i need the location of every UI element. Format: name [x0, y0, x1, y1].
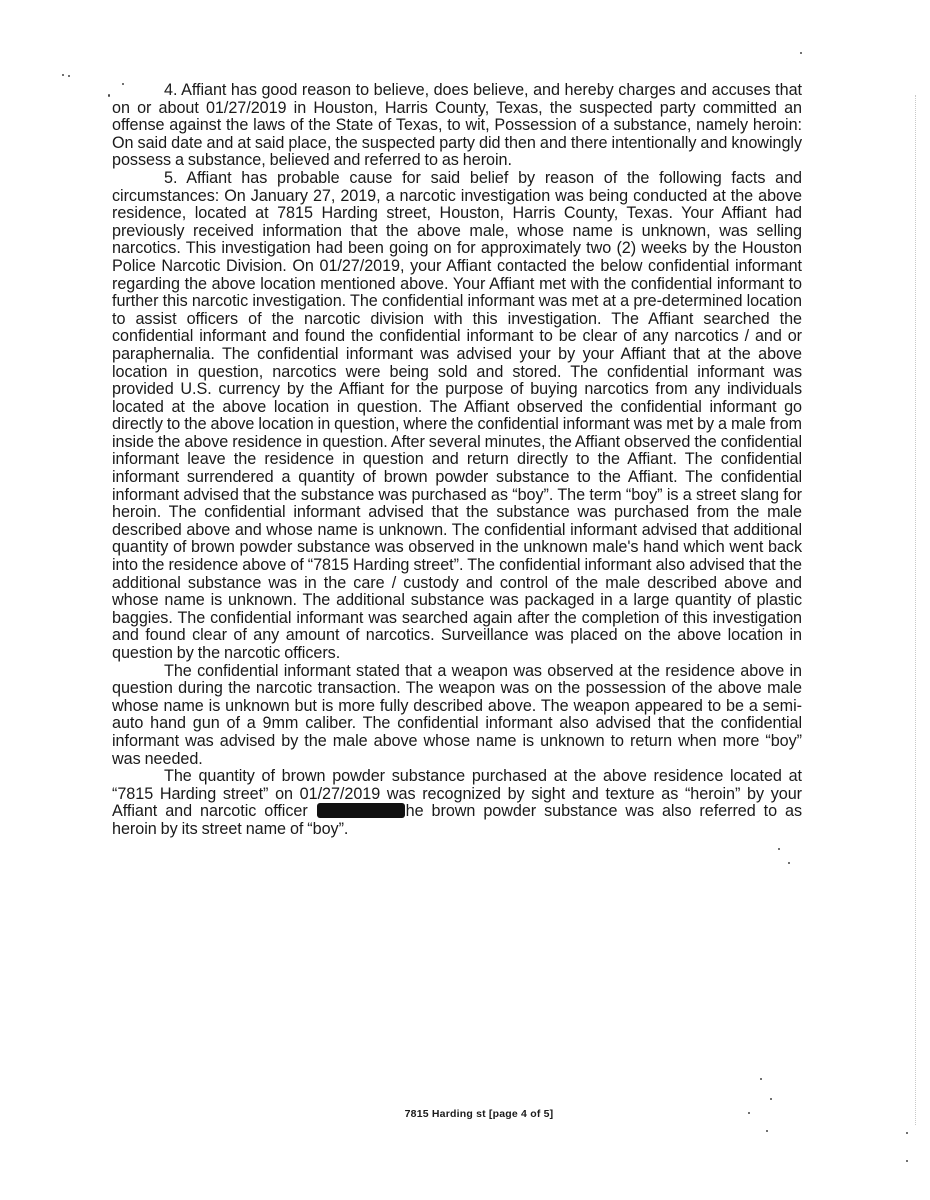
page-footer	[0, 1108, 930, 1120]
scan-speck	[800, 52, 802, 54]
document-body	[112, 82, 802, 839]
scan-speck	[748, 1112, 750, 1114]
redaction-bar	[317, 803, 405, 818]
scan-speck	[760, 1078, 762, 1080]
paragraph-text-after-redaction: he brown powder substance was also referred to as heroin by its street name of “boy”.	[112, 802, 803, 838]
scan-speck	[68, 75, 70, 77]
scan-edge-line	[915, 95, 917, 1125]
paragraph-4-charges: 4. Affiant has good reason to believe, does believe, and hereby charges and accuses that on or about 01/27/2019 in Houston, Harris County, Texas, the suspected party committed an offense against the laws of the State of Texas, to wit, Possession of a substance, namely heroin: On said date and at said place, the suspected party did then and there intentionally and knowingly possess a substance, believed and referred to as heroin.	[112, 81, 802, 170]
paragraph-text-before-redaction: The quantity of brown powder substance purchased at the above residence located at “7815 Harding street” on 01/27/2019 was recognized by sight and texture as “heroin” by your Affiant and narcotic officer	[112, 767, 802, 821]
scan-speck	[108, 94, 110, 97]
scan-speck	[122, 83, 124, 85]
paragraph-weapon: The confidential informant stated that a weapon was observed at the residence above in question during the narcotic transaction. The weapon was on the possession of the above male whose name is unknown but is more fully described above. The weapon appeared to be a semi-auto hand gun of a 9mm caliber. The confidential informant also advised that the confidential informant was advised by the male above whose name is unknown to return when more “boy” was needed.	[112, 661, 802, 768]
paragraph-5-probable-cause: 5. Affiant has probable cause for said belief by reason of the following facts and circumstances: On January 27, 2019, a narcotic investigation was being conducted at the above residence, located at 7815 Harding street, Houston, Harris County, Texas. Your Affiant had previously received information that the above male, whose name is unknown, was selling narcotics. This investigation had been going on for approximately two (2) weeks by the Houston Police Narcotic Division. On 01/27/2019, your Affiant contacted the below confidential informant regarding the above location mentioned above. Your Affiant met with the confidential informant to further this narcotic investigation. The confidential informant was met at a pre-determined location to assist officers of the narcotic division with this investigation. The Affiant searched the confidential informant and found the confidential informant to be clear of any narcotics / and or paraphernalia. The confidential informant was advised your by your Affiant that at the above location in question, narcotics were being sold and stored. The confidential informant was provided U.S. currency by the Affiant for the purpose of buying narcotics from any individuals located at the above location in question. The Affiant observed the confidential informant go directly to the above location in question, where the confidential informant was met by a male from inside the above residence in question. After several minutes, the Affiant observed the confidential informant leave the residence in question and return directly to the Affiant. The confidential informant surrendered a quantity of brown powder substance to the Affiant. The confidential informant advised that the substance was purchased as “boy”. The term “boy” is a street slang for heroin. The confidential informant advised that the substance was purchased from the male described above and whose name is unknown. The confidential informant advised that additional quantity of brown powder substance was observed in the unknown male's hand which went back into the residence above of “7815 Harding street”. The confidential informant also advised that the additional substance was in the care / custody and control of the male described above and whose name is unknown. The additional substance was packaged in a large quantity of plastic baggies. The confidential informant was searched again after the completion of this investigation and found clear of any amount of narcotics. Surveillance was placed on the above location in question by the narcotic officers.	[112, 168, 802, 662]
scan-speck	[62, 74, 64, 76]
scan-speck	[770, 1098, 772, 1100]
scan-speck	[906, 1132, 908, 1134]
paragraph-substance-identification	[112, 768, 802, 838]
scan-speck	[788, 862, 790, 864]
scan-speck	[778, 848, 780, 850]
scan-speck	[766, 1130, 768, 1132]
scan-speck	[906, 1160, 908, 1162]
footer-text: 7815 Harding st [page 4 of 5]	[404, 1108, 554, 1120]
